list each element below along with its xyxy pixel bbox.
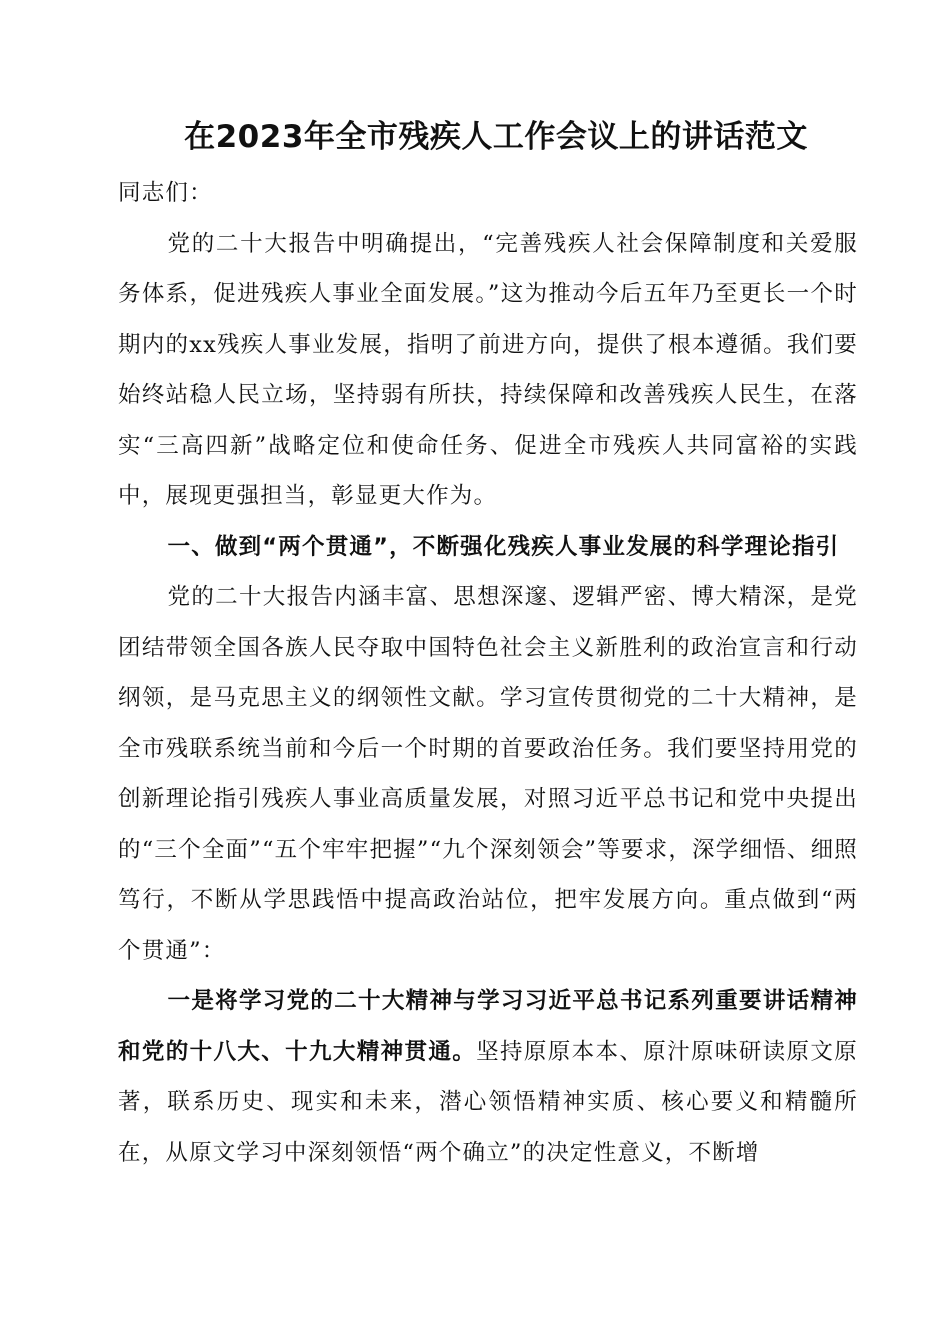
point-lead-sentence: 一是将学习党的二十大精神与学习习近平总书记系列重要讲话精神和党的十八大、十九大精神贯通。	[118, 988, 858, 1065]
point-body-text: 坚持原原本本、原汁原味研读原文原著，联系历史、现实和未来，潜心领悟精神实质、核心要义和精髓所在，从原文学习中深刻领悟“两个确立”的决定性意义，不断增	[118, 1038, 858, 1166]
section-body-paragraph: 党的二十大报告内涵丰富、思想深邃、逻辑严密、博大精深，是党团结带领全国各族人民夺取中国特色社会主义新胜利的政治宣言和行动纲领，是马克思主义的纲领性文献。学习宣传贯彻党的二十大精神，是全市残联系统当前和今后一个时期的首要政治任务。我们要坚持用党的创新理论指引残疾人事业高质量发展，对照习近平总书记和党中央提出的“三个全面”“五个牢牢把握”“九个深刻领会”等要求，深学细悟、细照笃行，不断从学思践悟中提高政治站位，把牢发展方向。重点做到“两个贯通”：	[118, 584, 858, 964]
point-paragraph	[118, 976, 858, 1178]
salutation: 同志们：	[118, 180, 213, 206]
intro-paragraph: 党的二十大报告中明确提出，“完善残疾人社会保障制度和关爱服务体系，促进残疾人事业全面发展。”这为推动今后五年乃至更长一个时期内的xx残疾人事业发展，指明了前进方向，提供了根本遵循。我们要始终站稳人民立场，坚持弱有所扶，持续保障和改善残疾人民生，在落实“三高四新”战略定位和使命任务、促进全市残疾人共同富裕的实践中，展现更强担当，彰显更大作为。	[118, 230, 858, 509]
section-heading: 一、做到“两个贯通”，不断强化残疾人事业发展的科学理论指引	[167, 533, 840, 560]
document-title: 在2023年全市残疾人工作会议上的讲话范文	[184, 119, 808, 155]
